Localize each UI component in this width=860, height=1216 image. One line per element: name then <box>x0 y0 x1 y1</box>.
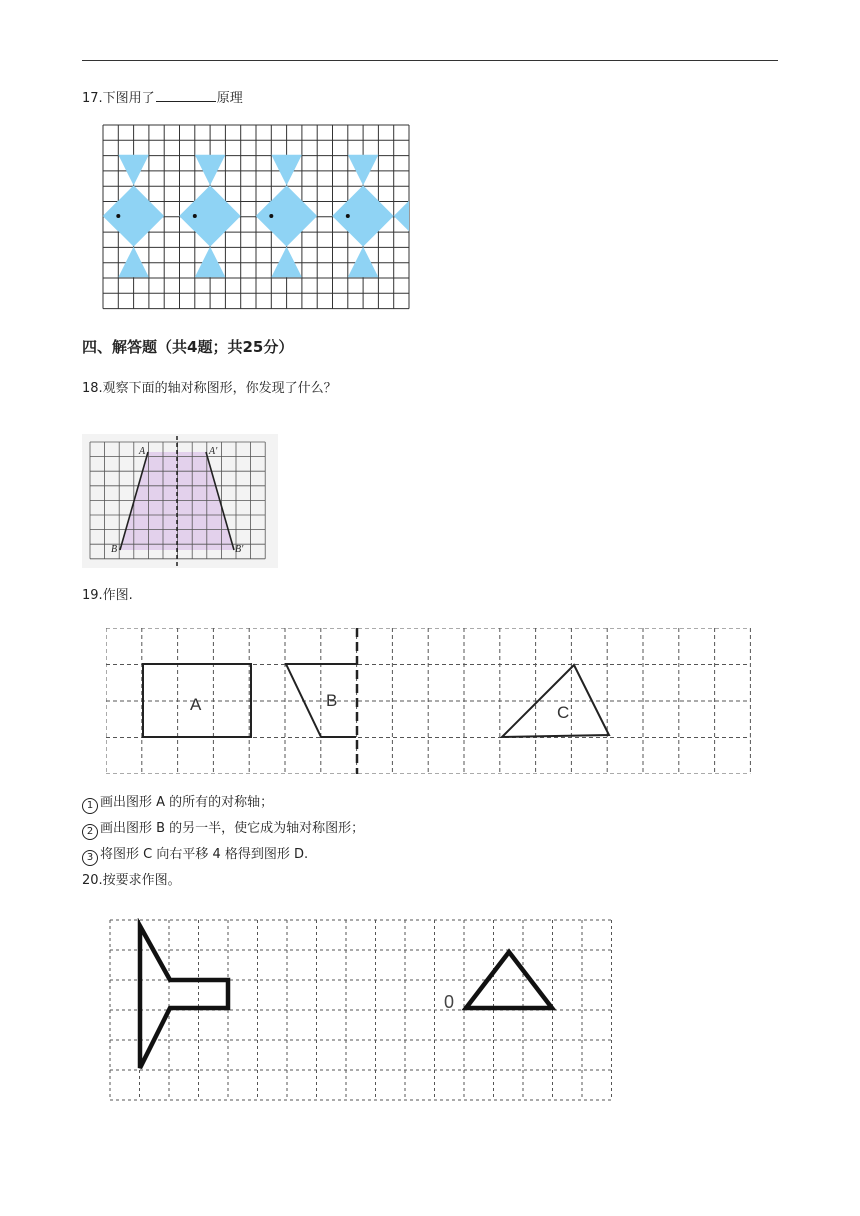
question-17-suffix: 原理 <box>216 91 243 106</box>
instruction-3: 3 将图形 C 向右平移 4 格得到图形 D. <box>82 847 308 866</box>
instruction-1: 1 画出图形 A 的所有的对称轴； <box>82 795 273 814</box>
question-17 <box>82 89 243 107</box>
instruction-2: 2 画出图形 B 的另一半，使它成为轴对称图形； <box>82 821 364 840</box>
drawing-grid-20 <box>108 918 612 1102</box>
circled-number: 3 <box>82 850 98 866</box>
circled-number: 2 <box>82 824 98 840</box>
shape-a-label: A <box>190 695 202 714</box>
label-a: A <box>139 446 146 457</box>
label-b-prime: B' <box>235 544 244 555</box>
label-b: B <box>111 544 118 555</box>
answer-blank[interactable] <box>156 89 216 102</box>
shape-c-label: C <box>557 703 570 722</box>
question-20: 20.按要求作图。 <box>82 873 181 888</box>
drawing-grid-19 <box>106 628 752 774</box>
tessellation-figure <box>102 124 410 310</box>
label-a-prime: A' <box>209 446 218 457</box>
trapezoid-figure <box>82 434 278 568</box>
point-label: 0 <box>444 992 455 1012</box>
section-title: 四、解答题（共4题；共25分） <box>82 338 294 356</box>
question-17-prefix: 17.下图用了 <box>82 91 155 106</box>
arrow-shape <box>140 926 228 1068</box>
circled-number: 1 <box>82 798 98 814</box>
header-rule <box>82 60 778 61</box>
question-18: 18.观察下面的轴对称图形，你发现了什么？ <box>82 381 337 396</box>
shape-b-label: B <box>326 691 338 710</box>
question-19: 19.作图. <box>82 588 133 603</box>
